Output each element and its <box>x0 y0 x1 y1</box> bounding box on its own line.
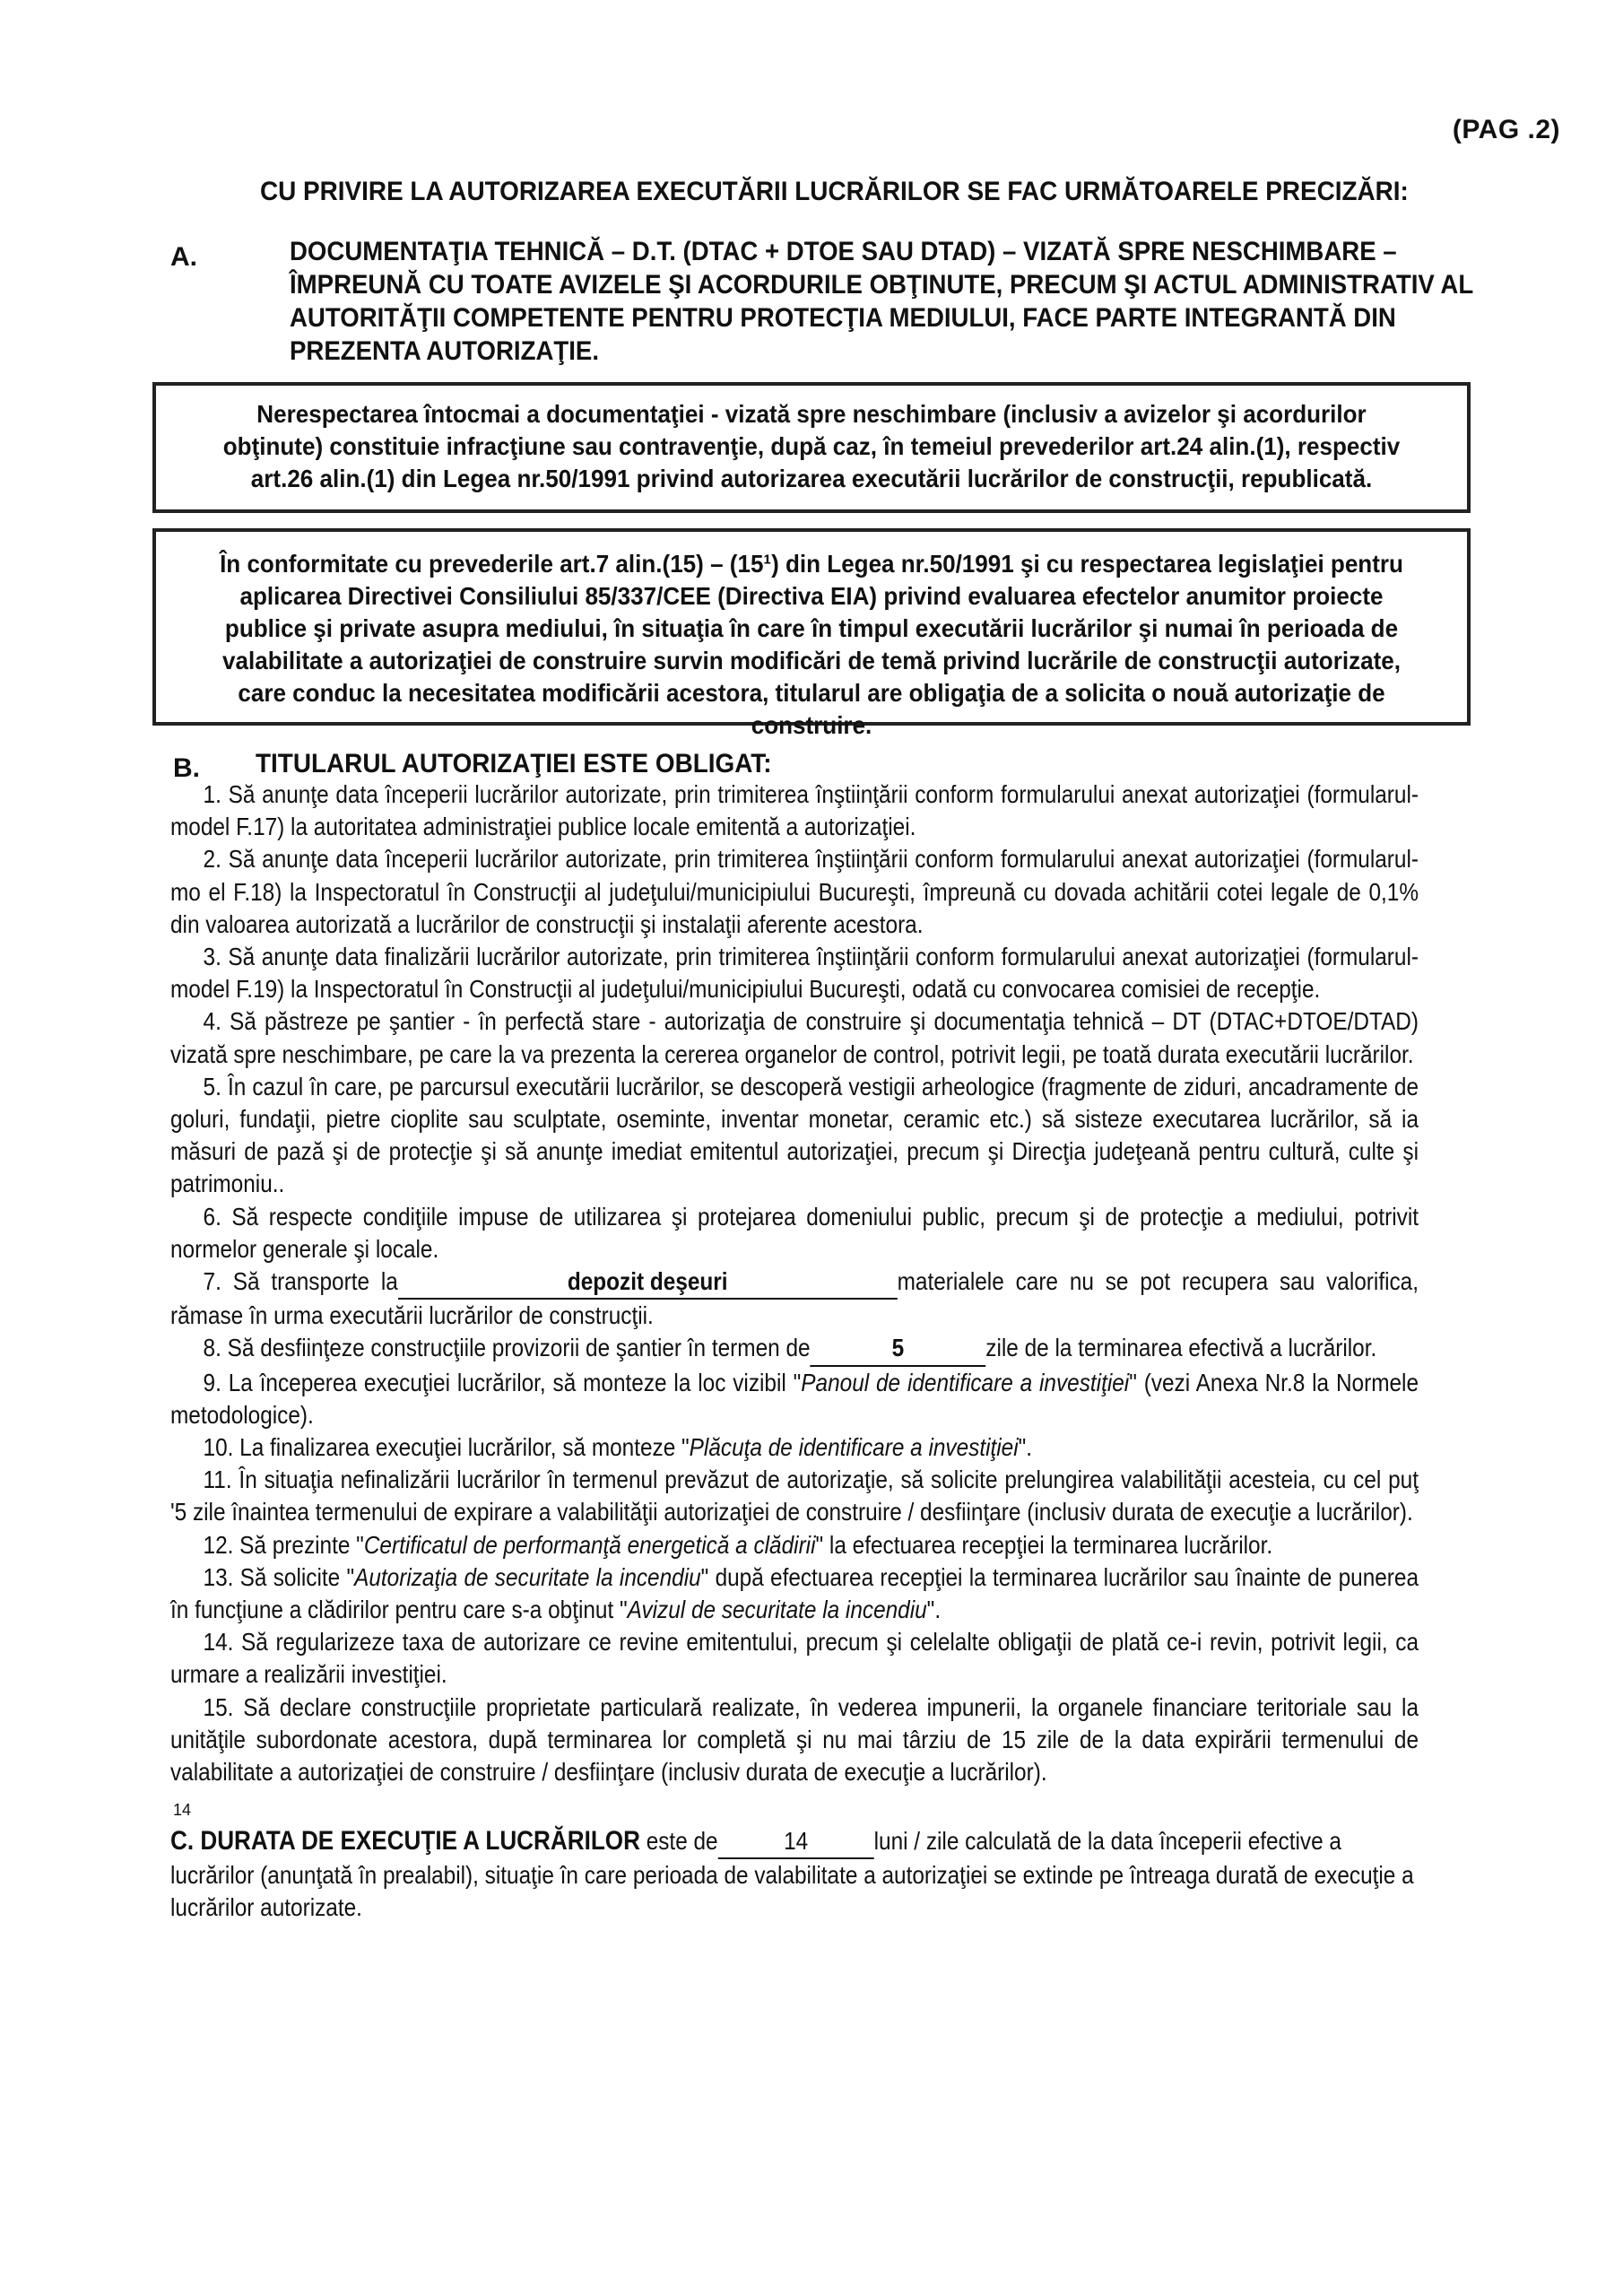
obligation-item-13-mid: " după efectuarea recepţiei la terminarea lucrărilor sau înainte de punerea în funcţiune a clădirilor pentru care s-a obţinut " <box>170 1562 1419 1624</box>
obligation-item-15: 15. Să declare construcţiile proprietate particulară realizate, în vederea impunerii, la organele financiare teritoriale sau la unităţile subordonate acestora, după terminarea lor completă şi nu mai târziu de 15 zile de la data expirării termenului de valabilitate a autorizaţiei de construire / desfiinţare (inclusiv durata de execuţie a lucrărilor). <box>170 1692 1419 1787</box>
section-b-letter: B. <box>173 753 200 783</box>
obligation-item-13 <box>170 1561 1419 1626</box>
obligation-item-12-after: " la efectuarea recepţiei la terminarea lucrărilor. <box>815 1530 1273 1559</box>
obligation-item-2: 2. Să anunţe data începerii lucrărilor autorizate, prin trimiterea înştiinţării conform formularului anexat autorizaţiei (formularul-mo el F.18) la Inspectoratul în Construcţii al judeţului/municipiului Bucureşti, împreună cu dovada achitării cotei legale de 0,1% din valoarea autorizată a lucrărilor de construcţii şi instalaţii aferente acestora. <box>170 845 1419 938</box>
obligation-item-9-after: " (vezi Anexa Nr.8 la Normele metodologice). <box>170 1368 1419 1429</box>
obligation-item-12-italic: Certificatul de performanţă energetică a clădirii <box>363 1530 816 1559</box>
obligation-item-11: 11. În situaţia nefinalizării lucrărilor în termenul prevăzut de autorizaţie, să solicite prelungirea valabilităţii acesteia, cu cel puţ '5 zile înaintea termenului de expirare a valabilităţii autorizaţiei de construire / desfiinţare (inclusiv durata de execuţie a lucrărilor). <box>170 1465 1419 1526</box>
page-heading: CU PRIVIRE LA AUTORIZAREA EXECUTĂRII LUCRĂRILOR SE FAC URMĂTOARELE PRECIZĂRI: <box>260 177 1409 206</box>
obligation-item-7-before: 7. Să transporte la <box>203 1267 398 1296</box>
demolition-days-field: 5 <box>811 1332 986 1366</box>
execution-duration-field: 14 <box>718 1825 874 1859</box>
obligation-item-14: 14. Să regularizeze taxa de autorizare ce revine emitentului, precum şi celelalte obligaţii de plată ce-i revin, potrivit legii, ca urmare a realizării investiţiei. <box>170 1628 1419 1689</box>
obligation-item-9 <box>170 1367 1419 1431</box>
obligation-item-10-italic: Plăcuţa de identificare a investiţiei <box>689 1433 1019 1462</box>
obligation-item-3: 3. Să anunţe data finalizării lucrărilor autorizate, prin trimiterea înştiinţării conform formularului anexat autorizaţiei (formularul-model F.19) la Inspectoratul în Construcţii al judeţului/municipiului Bucureşti, odată cu convocarea comisiei de recepţie. <box>170 943 1419 1004</box>
page-label: (PAG .2) <box>1452 115 1560 144</box>
obligation-item-7 <box>170 1265 1419 1332</box>
warning-box-nerespectare-text: Nerespectarea întocmai a documentaţiei - vizată spre neschimbare (inclusiv a avizelor şi acordurilor obţinute) constituie infracţiune sau contravenţie, după caz, în temeiul prevederilor art.24 alin.(1), respectiv art.26 alin.(1) din Legea nr.50/1991 privind autorizarea executării lucrărilor de construcţii, republicată. <box>222 400 1401 492</box>
obligation-item-13-before: 13. Să solicite " <box>203 1562 355 1591</box>
obligations-list <box>170 778 1419 1788</box>
obligation-item-1: 1. Să anunţe data începerii lucrărilor autorizate, prin trimiterea înştiinţării conform formularului anexat autorizaţiei (formularul-model F.17) la autoritatea administraţiei publice locale emitentă a autorizaţiei. <box>170 780 1419 841</box>
section-a-text: DOCUMENTAŢIA TEHNICĂ – D.T. (DTAC + DTOE SAU DTAD) – VIZATĂ SPRE NESCHIMBARE – ÎMPREUNĂ CU TOATE AVIZELE ŞI ACORDURILE OBŢINUTE, PRECUM ŞI ACTUL ADMINISTRATIV AL AUTORITĂŢII COMPETENTE PENTRU PROTECŢIA MEDIULUI, FACE PARTE INTEGRANTĂ DIN PREZENTA AUTORIZAŢIE. <box>290 237 1473 366</box>
section-a-letter: A. <box>170 242 197 272</box>
section-b-title: TITULARUL AUTORIZAŢIEI ESTE OBLIGAT: <box>256 749 772 778</box>
section-c-title: C. DURATA DE EXECUŢIE A LUCRĂRILOR <box>170 1826 640 1856</box>
obligation-item-10-after: ". <box>1018 1433 1033 1462</box>
section-c-before: este de <box>646 1827 718 1855</box>
obligation-item-6: 6. Să respecte condiţiile impuse de utilizarea şi protejarea domeniului public, precum şi de protecţie a mediului, potrivit normelor generale şi locale. <box>170 1202 1419 1263</box>
obligation-item-8-before: 8. Să desfiinţeze construcţiile provizorii de şantier în termen de <box>203 1334 811 1362</box>
section-c-small-number: 14 <box>173 1801 192 1819</box>
obligation-item-9-italic: Panoul de identificare a investiţiei <box>801 1368 1130 1396</box>
obligation-item-5: 5. În cazul în care, pe parcursul executării lucrărilor, se descoperă vestigii arheologice (fragmente de ziduri, ancadramente de goluri, fundaţii, pietre cioplite sau sculptate, oseminte, inventar monetar, ceramic etc.) să sisteze executarea lucrărilor, să ia măsuri de pază şi de protecţie şi să anunţe imediat emitentul autorizaţiei, precum şi Direcţia judeţeană pentru cultură, culte şi patrimoniu.. <box>170 1072 1419 1198</box>
section-c <box>170 1825 1419 1924</box>
warning-box-conformitate-text: În conformitate cu prevederile art.7 alin.(15) – (15¹) din Legea nr.50/1991 şi cu respectarea legislaţiei pentru aplicarea Directivei Consiliului 85/337/CEE (Directiva EIA) privind evaluarea efectelor anumitor proiecte publice şi private asupra mediului, în situaţia în care în timpul executării lucrărilor şi numai în perioada de valabilitate a autorizaţiei de construire survin modificări de temă privind lucrările de construcţii autorizate, care conduc la necesitatea modificării acestora, titularul are obligaţia de a solicita o nouă autorizaţie de construire. <box>220 550 1403 739</box>
warning-box-conformitate <box>152 528 1471 739</box>
obligation-item-10 <box>170 1431 1419 1464</box>
obligation-item-7-after: materialele care nu se pot recupera sau valorifica, rămase în urma executării lucrărilor de construcţii. <box>170 1267 1419 1330</box>
obligation-item-13-after: ". <box>926 1596 942 1624</box>
transport-destination-field: depozit deşeuri <box>398 1265 898 1300</box>
obligation-item-13-italic-2: Avizul de securitate la incendiu <box>627 1596 927 1624</box>
obligation-item-10-before: 10. La finalizarea execuţiei lucrărilor, să monteze " <box>203 1433 690 1462</box>
obligation-item-9-before: 9. La începerea execuţiei lucrărilor, să monteze la loc vizibil " <box>203 1368 802 1396</box>
obligation-item-12-before: 12. Să prezinte " <box>203 1530 364 1559</box>
section-c-after: luni / zile calculată de la data începerii efective a lucrărilor (anunţată în prealabil), situaţie în care perioada de valabilitate a autorizaţiei se extinde pe întreaga durată de execuţie a lucrărilor autorizate. <box>170 1827 1414 1921</box>
obligation-item-12 <box>170 1529 1419 1561</box>
obligation-item-4: 4. Să păstreze pe şantier - în perfectă stare - autorizaţia de construire şi documentaţia tehnică – DT (DTAC+DTOE/DTAD) vizată spre neschimbare, pe care la va prezenta la cererea organelor de control, potrivit legii, pe toată durata executării lucrărilor. <box>170 1007 1419 1068</box>
obligation-item-8 <box>170 1332 1419 1366</box>
obligation-item-13-italic: Autorizaţia de securitate la incendiu <box>354 1562 701 1591</box>
obligation-item-8-after: zile de la terminarea efectivă a lucrărilor. <box>985 1334 1377 1362</box>
warning-box-nerespectare <box>152 382 1471 513</box>
